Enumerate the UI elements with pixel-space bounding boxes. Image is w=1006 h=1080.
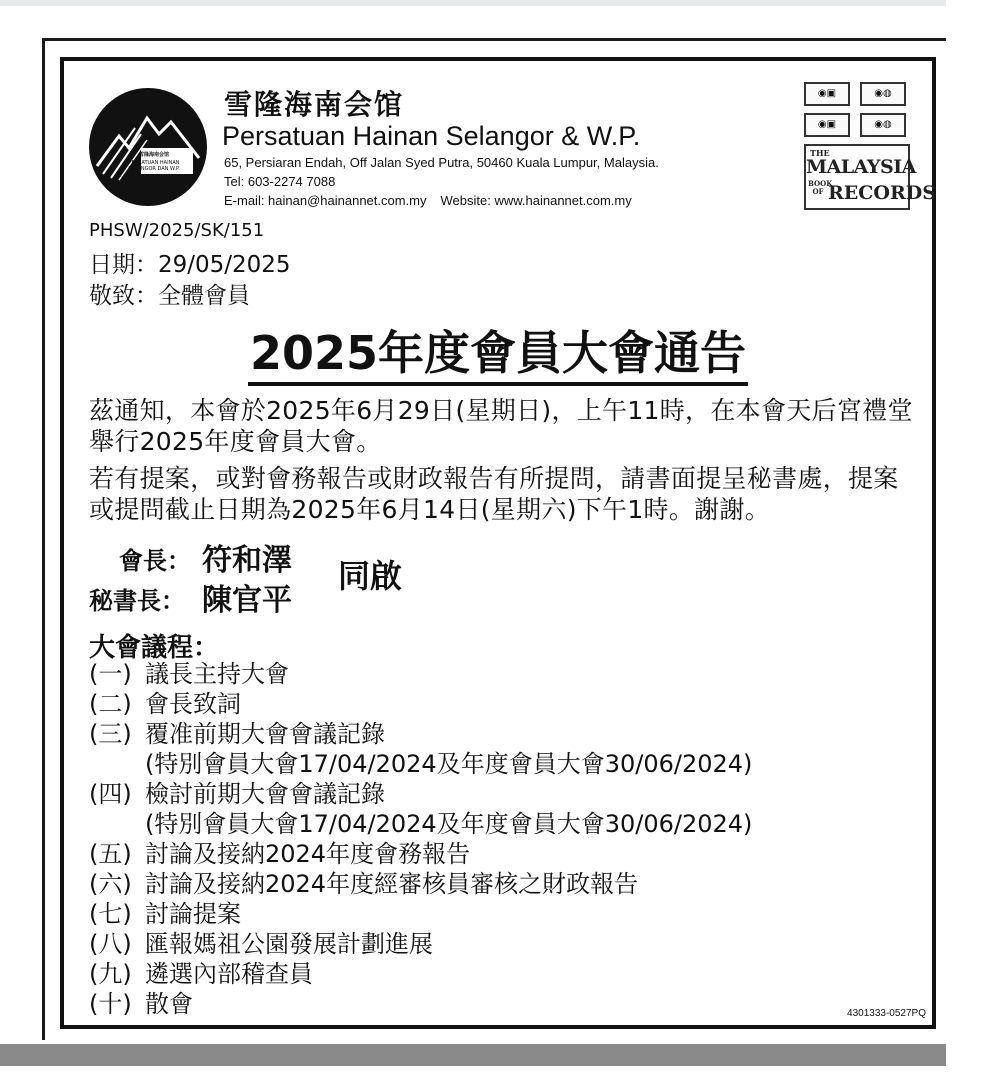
- top-rule: [0, 0, 946, 6]
- agenda-item-text: 散會: [145, 990, 193, 1018]
- record-the: THE: [810, 148, 830, 158]
- record-book-of: BOOK OF: [808, 179, 833, 196]
- notice-recipient: 敬致：全體會員: [89, 283, 250, 309]
- org-telephone: Tel: 603-2274 7088: [224, 174, 336, 189]
- agenda-item-number: (五): [89, 840, 132, 868]
- agenda-title: 大會議程：: [89, 633, 220, 663]
- agenda-item-detail: (特別會員大會17/04/2024及年度會員大會30/06/2024): [145, 810, 753, 838]
- association-logo: [89, 88, 207, 206]
- notice-title: [64, 317, 932, 383]
- logo-text-cn: 雪隆海南会馆: [138, 152, 169, 158]
- agenda-item: [89, 779, 909, 809]
- record-seal-icon: ◉▣: [804, 82, 850, 106]
- logo-text-en-1: PERSATUAN HAINAN: [128, 160, 180, 166]
- agenda-item-number: (二): [89, 690, 132, 718]
- agenda-item: [89, 719, 909, 749]
- agenda-item-number: (八): [89, 930, 132, 958]
- agenda-item-text: 遴選內部稽查員: [145, 960, 313, 988]
- agenda-item: [89, 869, 909, 899]
- notice-title-text: 2025年度會員大會通告: [248, 326, 748, 386]
- agenda-item: [89, 929, 909, 959]
- agenda-item-number: (十): [89, 990, 132, 1018]
- agenda-item: [89, 689, 909, 719]
- agenda-item-number: (九): [89, 960, 132, 988]
- record-seal-icon: ◉▣: [804, 113, 850, 137]
- agenda-item-text: 覆准前期大會會議記錄: [145, 720, 385, 748]
- agenda-item-number: (一): [89, 660, 132, 688]
- notice-date: 日期：29/05/2025: [89, 252, 291, 278]
- agenda-item-text: 討論及接納2024年度會務報告: [145, 840, 471, 868]
- logo-text-en-2: SELANGOR DAN W.P.: [128, 166, 180, 172]
- record-seal-icon: ◉◍: [860, 82, 906, 106]
- agenda-item-number: (六): [89, 870, 132, 898]
- notice-frame: [60, 57, 936, 1029]
- president-role: 會長：: [119, 547, 191, 575]
- outer-border-top: [42, 38, 946, 41]
- org-contact: [224, 193, 632, 208]
- outer-border-left: [42, 38, 45, 1040]
- record-seal-icon: ◉◍: [860, 113, 906, 137]
- record-title: [804, 144, 936, 210]
- agenda-item-number: (四): [89, 780, 132, 808]
- agenda-item-number: (三): [89, 720, 132, 748]
- agenda-list: [89, 659, 909, 1019]
- notice-paragraph-2: 若有提案，或對會務報告或財政報告有所提問，請書面提呈秘書處，提案或提問截止日期為2025年6月14日(星期六)下午1時。謝謝。: [89, 464, 899, 524]
- jointly-signed: 同啟: [338, 557, 403, 595]
- org-address: 65, Persiaran Endah, Off Jalan Syed Putra, 50460 Kuala Lumpur, Malaysia.: [224, 155, 659, 170]
- agenda-item-number: (七): [89, 900, 132, 928]
- secretary-name: 陳官平: [202, 583, 292, 618]
- agenda-item: [89, 839, 909, 869]
- org-website: Website: www.hainannet.com.my: [440, 193, 632, 208]
- ad-code: 4301333-0527PQ: [847, 1008, 926, 1019]
- agenda-item: [89, 959, 909, 989]
- agenda-item: [89, 659, 909, 689]
- agenda-item: [89, 899, 909, 929]
- malaysia-book-of-records-badge: [804, 82, 936, 212]
- president-name: 符和澤: [202, 543, 292, 578]
- org-name-chinese: 雪隆海南会馆: [224, 88, 405, 121]
- agenda-item-text: 討論提案: [145, 900, 241, 928]
- org-email: E-mail: hainan@hainannet.com.my: [224, 193, 427, 208]
- agenda-item-text: 檢討前期大會會議記錄: [145, 780, 385, 808]
- reference-number: PHSW/2025/SK/151: [89, 220, 265, 241]
- record-malaysia: MALAYSIA: [806, 156, 916, 178]
- agenda-item-text: 會長致詞: [145, 690, 241, 718]
- secretary-role: 秘書長：: [89, 587, 185, 615]
- agenda-item-text: 討論及接納2024年度經審核員審核之財政報告: [145, 870, 639, 898]
- agenda-item-text: 議長主持大會: [145, 660, 289, 688]
- agenda-item-text: 匯報媽祖公園發展計劃進展: [145, 930, 433, 958]
- org-name-english: Persatuan Hainan Selangor & W.P.: [222, 121, 641, 151]
- notice-paragraph-1: 茲通知，本會於2025年6月29日(星期日)，上午11時，在本會天后宮禮堂舉行2025年度會員大會。: [89, 396, 913, 456]
- bottom-band: [0, 1044, 946, 1066]
- agenda-item-detail: (特別會員大會17/04/2024及年度會員大會30/06/2024): [145, 750, 753, 778]
- agenda-item: [89, 989, 909, 1019]
- mountain-logo-icon: [89, 88, 207, 206]
- record-records: RECORDS: [828, 182, 936, 204]
